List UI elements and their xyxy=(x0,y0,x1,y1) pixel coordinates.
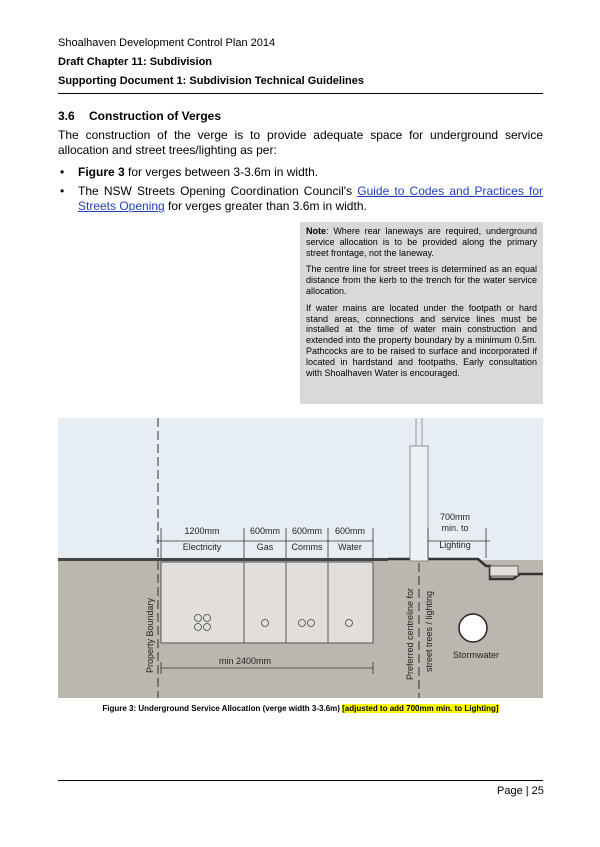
electricity-label: Electricity xyxy=(182,542,222,552)
lighting-min-label: min. to xyxy=(441,523,469,533)
bullet-dot: • xyxy=(60,165,65,179)
bullet-text: for verges between 3-3.6m in width. xyxy=(124,165,319,179)
lighting-pole xyxy=(410,446,428,561)
min-width-label: min 2400mm xyxy=(218,656,272,666)
figure-caption xyxy=(58,704,543,713)
page-number: Page | 25 xyxy=(497,785,544,797)
bullet-text-post: for verges greater than 3.6m in width. xyxy=(164,199,367,213)
header-rule xyxy=(58,93,543,94)
property-boundary-label: Property Boundary xyxy=(145,597,155,673)
centreline-label-1: Preferred centreline for xyxy=(405,587,415,680)
centreline-label-2: street trees / lighting xyxy=(424,590,434,672)
section-number: 3.6 xyxy=(58,109,75,123)
water-label: Water xyxy=(338,542,362,552)
bullet-dot: • xyxy=(60,184,65,198)
section-intro: The construction of the verge is to provide adequate space for underground service allocation and street trees/lighting as per: xyxy=(58,128,543,157)
electricity-width-label: 1200mm xyxy=(184,526,220,536)
comms-width-label: 600mm xyxy=(291,526,323,536)
caption-highlight: [adjusted to add 700mm min. to Lighting] xyxy=(342,704,499,713)
bullet-text-pre: The NSW Streets Opening Coordination Council's xyxy=(78,184,358,198)
note-box xyxy=(300,222,543,404)
stormwater-label: Stormwater xyxy=(452,650,500,660)
footer-rule xyxy=(58,780,543,781)
note-para-2: The centre line for street trees is determined as an equal distance from the kerb to the trench for the water service allocation. xyxy=(306,264,537,296)
stormwater-pipe xyxy=(459,614,487,642)
gas-label: Gas xyxy=(256,542,274,552)
figure-diagram xyxy=(58,418,543,698)
caption-main: Figure 3: Underground Service Allocation (verge width 3-3.6m) xyxy=(102,704,343,713)
section-heading xyxy=(58,109,221,123)
kerb-block xyxy=(490,566,518,576)
doc-header-supporting: Supporting Document 1: Subdivision Technical Guidelines xyxy=(58,75,364,87)
section-title: Construction of Verges xyxy=(89,109,222,123)
note-para-1: : Where rear laneways are required, underground service allocation is to be provided along the primary street frontage, not the laneway. xyxy=(306,226,537,258)
ground-surface xyxy=(58,558,388,561)
service-trench xyxy=(161,562,373,643)
doc-header-title: Shoalhaven Development Control Plan 2014 xyxy=(58,37,276,49)
bullet-bold-ref: Figure 3 xyxy=(78,165,125,179)
comms-label: Comms xyxy=(291,542,323,552)
gas-width-label: 600mm xyxy=(249,526,281,536)
water-width-label: 600mm xyxy=(334,526,366,536)
note-para-3: If water mains are located under the footpath or hard stand areas, connections and service lines must be installed at the time of water main construction and extended into the property boundary by a minimum 0.5m. Pathcocks are to be raised to surface and incorporated if located in hardstand and footpaths. Early consultation with Shoalhaven Water is encouraged. xyxy=(306,302,537,378)
lighting-label: Lighting xyxy=(439,540,471,550)
note-label: Note xyxy=(306,226,326,236)
lighting-width-label: 700mm xyxy=(439,512,471,522)
doc-header-chapter: Draft Chapter 11: Subdivision xyxy=(58,56,213,68)
guide-link[interactable]: Guide to Codes and Practices for Streets Opening xyxy=(78,184,543,213)
